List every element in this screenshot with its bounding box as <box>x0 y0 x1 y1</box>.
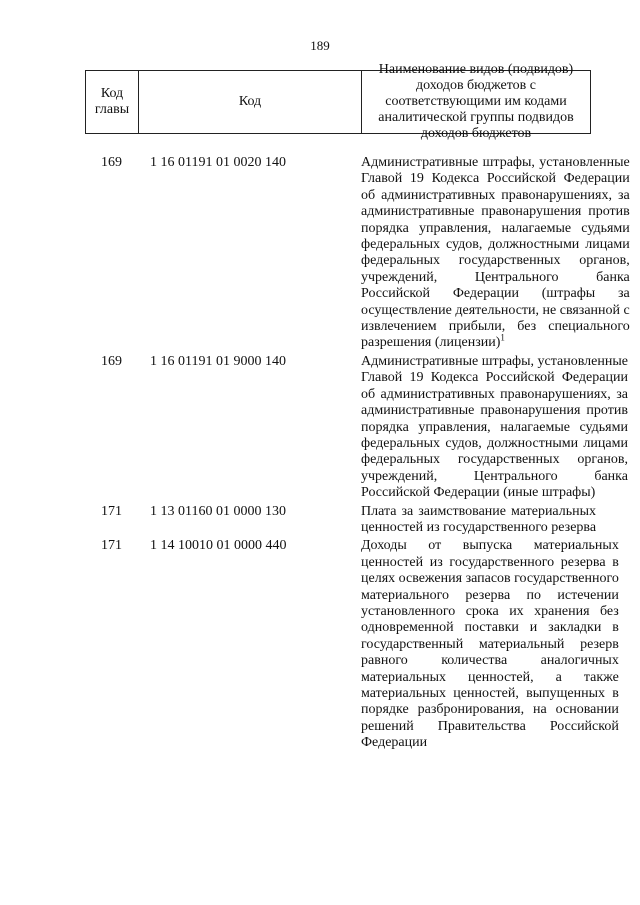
row-name-line: федеральных государственных органов, <box>361 452 628 468</box>
row-name-line: ценностей из государственного резерва <box>361 519 597 535</box>
table-body <box>85 155 630 752</box>
footnote-marker: 1 <box>500 332 505 343</box>
row-name-line: государственный материальный резерв <box>361 636 619 652</box>
row-name-line: порядке разбронирования, на основании <box>361 702 619 718</box>
row-chapter-code: 169 <box>101 155 122 170</box>
row-name-line: административные правонарушения против <box>361 403 628 419</box>
page-number: 189 <box>310 38 330 53</box>
header-chapter-code: Код главы <box>86 71 139 133</box>
row-name-line: федеральных судов, должностными лицами <box>361 435 628 451</box>
row-name-line: Российской Федерации (штрафы за <box>361 286 630 302</box>
header-name: Наименование видов (подвидов) доходов бюджетов с соответствующими им кодами аналитической группы подвидов доходов бюджетов <box>378 62 574 141</box>
header-code: Код <box>139 71 362 133</box>
row-name-line: об административных правонарушениях, за <box>361 386 628 402</box>
row-name-line: порядка управления, налагаемые судьями <box>361 220 630 236</box>
table-row <box>85 155 630 352</box>
row-name-line: извлечением прибыли, без специального <box>361 319 630 335</box>
row-code: 1 16 01191 01 0020 140 <box>150 155 286 170</box>
row-code: 1 16 01191 01 9000 140 <box>150 353 286 369</box>
table-row <box>85 503 597 537</box>
row-name-line: Доходы от выпуска материальных <box>361 538 619 554</box>
row-name-line: Федерации <box>361 735 428 751</box>
row-name-line: федеральных судов, должностными лицами <box>361 237 630 253</box>
row-name-line: Административные штрафы, установленные <box>361 155 630 170</box>
table-row <box>85 538 619 751</box>
table-header <box>85 62 591 141</box>
table-row <box>85 353 628 502</box>
row-name-line-with-footnote <box>361 332 630 351</box>
row-chapter-code: 171 <box>101 503 122 519</box>
row-chapter-code: 171 <box>101 538 122 554</box>
row-name-line: решений Правительства Российской <box>361 718 619 734</box>
row-name-line: Плата за заимствование материальных <box>361 503 597 519</box>
row-name-line: федеральных государственных органов, <box>361 253 630 269</box>
row-name-line: учреждений, Центрального банка <box>361 468 628 484</box>
row-name-line: разрешения (лицензии) <box>361 335 501 351</box>
row-name-line: ценностей из государственного резерва в <box>361 554 619 570</box>
row-name-line: материального резерва по истечении <box>361 587 619 603</box>
row-name-line: материальных ценностей, а также <box>361 669 619 685</box>
row-code: 1 14 10010 01 0000 440 <box>150 538 287 554</box>
row-name <box>361 504 596 537</box>
row-name-line: равного количества аналогичных <box>361 653 619 669</box>
row-name <box>361 354 628 502</box>
row-name-line: Главой 19 Кодекса Российской Федерации <box>361 171 630 187</box>
row-name <box>361 155 630 352</box>
row-name-line: материальных ценностей, выпущенных в <box>361 686 619 701</box>
row-name-line: осуществление деятельности, не связанной с <box>361 302 630 318</box>
row-name-line: целях освежения запасов государственного <box>361 571 619 587</box>
row-name-line: одновременной поставки и закладки в <box>361 620 619 636</box>
row-name-line: учреждений, Центрального банка <box>361 269 630 285</box>
row-name-line: административные правонарушения против <box>361 204 630 220</box>
row-name-line: Главой 19 Кодекса Российской Федерации <box>361 370 628 386</box>
row-chapter-code: 169 <box>101 353 122 369</box>
row-name-line: порядка управления, налагаемые судьями <box>361 419 628 435</box>
row-name-line: установленного срока их хранения без <box>361 603 619 619</box>
row-name <box>361 538 619 751</box>
row-name-line: Российской Федерации (иные штрафы) <box>361 485 596 501</box>
row-name-line: Административные штрафы, установленные <box>361 353 628 369</box>
row-code: 1 13 01160 01 0000 130 <box>150 503 286 519</box>
row-name-line: об административных правонарушениях, за <box>361 187 630 203</box>
